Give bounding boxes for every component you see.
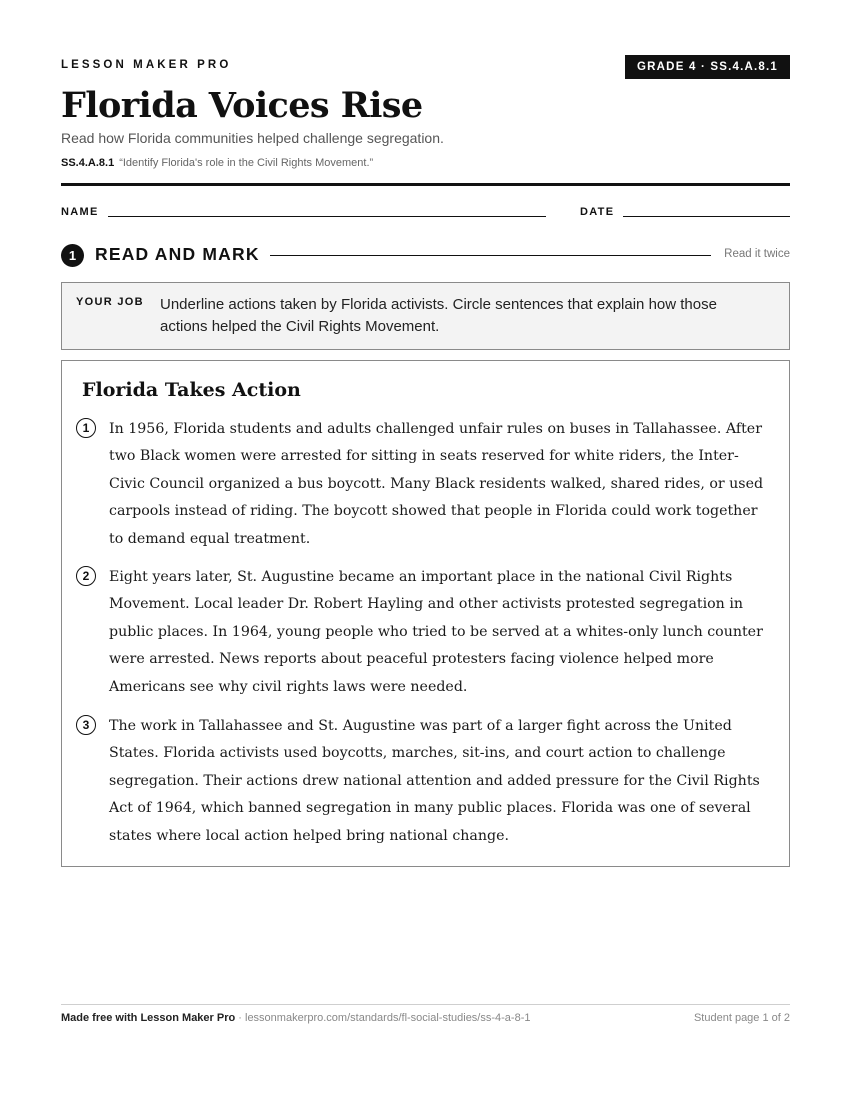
name-label: NAME [61,206,99,218]
page-title: Florida Voices Rise [61,85,423,126]
section-note: Read it twice [724,248,790,260]
paragraph-text: Eight years later, St. Augustine became an important place in the national Civil Rights Movement. Local leader Dr. Robert Hayling and other activists protested segregation in public places. In 1964, young people who tried to be served at a whites-only lunch counter were arrested. News reports about peaceful protesters facing violence helped more Americans see why civil rights laws were needed. [109,569,763,695]
brand-name: LESSON MAKER PRO [61,59,232,71]
standard-code: SS.4.A.8.1 [61,157,115,169]
footer-page-info: Student page 1 of 2 [693,1012,790,1024]
date-field[interactable] [623,216,790,217]
section-title: READ AND MARK [95,244,260,264]
footer-made-with: Made free with Lesson Maker Pro [61,1012,236,1024]
instructions-label: YOUR JOB [76,296,144,308]
grade-badge: GRADE 4 · SS.4.A.8.1 [625,55,790,79]
section-number-badge: 1 [61,244,84,267]
standard-description: “Identify Florida's role in the Civil Rights Movement.” [119,157,374,169]
section-divider [270,255,711,256]
date-label: DATE [580,206,615,218]
footer-credit [61,1012,531,1024]
page-subtitle: Read how Florida communities helped challenge segregation. [61,130,444,146]
name-field[interactable] [108,216,546,217]
footer-url[interactable]: · lessonmakerpro.com/standards/fl-social-studies/ss-4-a-8-1 [235,1012,531,1024]
paragraph-text: In 1956, Florida students and adults challenged unfair rules on buses in Tallahassee. After two Black women were arrested for sitting in seats reserved for white riders, the Inter-Civic Council organized a bus boycott. Many Black residents walked, shared rides, or used carpools instead of riding. The boycott showed that people in Florida could work together to demand equal treatment. [109,421,764,547]
paragraph-number-badge: 3 [76,715,96,735]
instructions-text: Underline actions taken by Florida activists. Circle sentences that explain how those actions helped the Civil Rights Movement. [160,296,717,335]
header-divider [61,183,790,186]
paragraph-text: The work in Tallahassee and St. Augustine was part of a larger fight across the United States. Florida activists used boycotts, marches, sit-ins, and court action to challenge segregation. Their actions drew national attention and added pressure for the Civil Rights Act of 1964, which banned segregation in many public places. Florida was one of several states where local action helped bring national change. [109,718,760,844]
standard-line [61,157,373,169]
passage-title: Florida Takes Action [82,379,301,401]
paragraph-number-badge: 1 [76,418,96,438]
instructions-box [61,282,790,350]
section-header [61,243,790,267]
reading-passage-box [61,360,790,867]
worksheet-page [61,0,790,1100]
footer-divider [61,1004,790,1005]
paragraph-number-badge: 2 [76,566,96,586]
